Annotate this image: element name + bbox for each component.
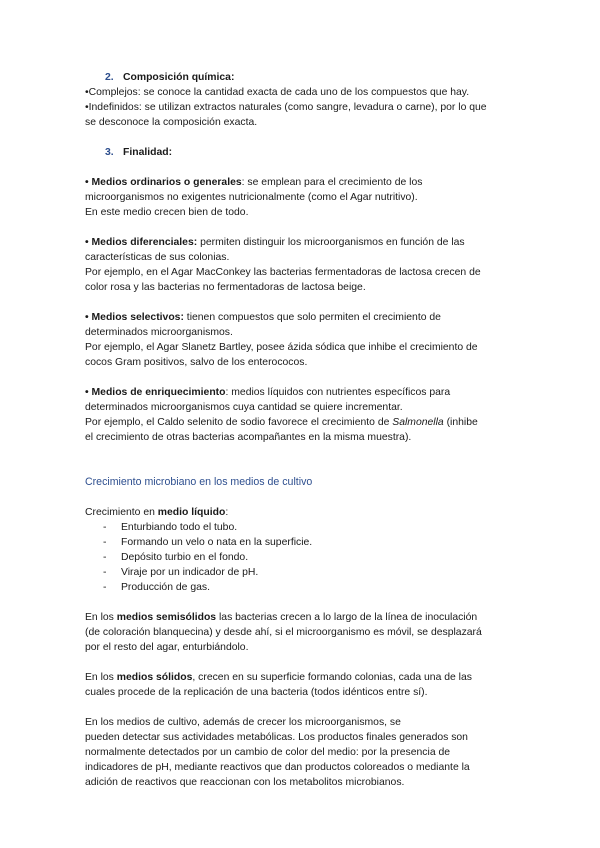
list-item: - Producción de gas. xyxy=(85,580,515,595)
paragraph-text: permiten distinguir los microorganismos en función de las xyxy=(197,237,465,248)
heading-text: Composición química: xyxy=(123,72,235,83)
heading-number: 2. xyxy=(105,72,114,83)
paragraph-line: Por ejemplo, el Agar Slanetz Bartley, posee ázida sódica que inhibe el crecimiento de xyxy=(85,342,478,353)
bold-term: • Medios selectivos: xyxy=(85,312,184,323)
paragraph-line: cuales procede de la replicación de una bacteria (todos idénticos entre sí). xyxy=(85,687,428,698)
paragraph-text: : se emplean para el crecimiento de los xyxy=(241,177,423,188)
list-item: - Enturbiando todo el tubo. xyxy=(85,520,515,535)
medios-semisolidos-paragraph xyxy=(85,610,515,625)
medios-selectivos-paragraph xyxy=(85,310,515,325)
bold-term: • Medios de enriquecimiento xyxy=(85,387,226,398)
paragraph-line: cocos Gram positivos, salvo de los enterococos. xyxy=(85,357,308,368)
paragraph-line: microorganismos no exigentes nutricionalmente (como el Agar nutritivo). xyxy=(85,192,418,203)
heading-finalidad xyxy=(85,145,515,160)
paragraph-text: Por ejemplo, el Caldo selenito de sodio favorece el crecimiento de xyxy=(85,417,393,428)
paragraph-text: En los xyxy=(85,612,117,623)
paragraph-text: : xyxy=(225,507,229,518)
paragraph-text: las bacterias crecen a lo largo de la línea de inoculación xyxy=(216,612,478,623)
paragraph-line: se desconoce la composición exacta. xyxy=(85,117,258,128)
paragraph-text: tienen compuestos que solo permiten el crecimiento de xyxy=(183,312,441,323)
paragraph-line: En este medio crecen bien de todo. xyxy=(85,207,249,218)
paragraph-line: •Complejos: se conoce la cantidad exacta de cada uno de los compuestos que hay. xyxy=(85,87,470,98)
bold-term: medios sólidos xyxy=(116,672,193,683)
bold-term: • Medios ordinarios o generales xyxy=(85,177,242,188)
paragraph-line: •Indefinidos: se utilizan extractos naturales (como sangre, levadura o carne), por lo que xyxy=(85,102,487,113)
paragraph-text: En los xyxy=(85,672,117,683)
heading-text: Finalidad: xyxy=(123,147,173,158)
bold-term: medio líquido xyxy=(157,507,226,518)
paragraph-line: (de coloración blanquecina) y desde ahí, si el microorganismo es móvil, se desplazará xyxy=(85,627,482,638)
heading-number: 3. xyxy=(105,147,114,158)
bold-term: medios semisólidos xyxy=(116,612,217,623)
paragraph-line: adición de reactivos que reaccionan con los metabolitos microbianos. xyxy=(85,777,405,788)
paragraph-line: En los medios de cultivo, además de crecer los microorganismos, se xyxy=(85,717,401,728)
paragraph-line: Por ejemplo, en el Agar MacConkey las bacterias fermentadoras de lactosa crecen de xyxy=(85,267,481,278)
heading-composicion xyxy=(85,70,515,85)
section-title: Crecimiento microbiano en los medios de cultivo xyxy=(85,476,313,488)
paragraph-line: normalmente detectados por un cambio de color del medio: por la presencia de xyxy=(85,747,451,758)
medios-ordinarios-paragraph xyxy=(85,175,515,190)
paragraph-line: características de sus colonias. xyxy=(85,252,230,263)
list-item: - Depósito turbio en el fondo. xyxy=(85,550,515,565)
italic-term: Salmonella xyxy=(392,417,444,428)
paragraph-line: por el resto del agar, enturbiándolo. xyxy=(85,642,249,653)
paragraph-line: determinados microorganismos. xyxy=(85,327,233,338)
list-item: - Viraje por un indicador de pH. xyxy=(85,565,515,580)
bold-term: • Medios diferenciales: xyxy=(85,237,198,248)
paragraph-line: determinados microorganismos cuya cantidad se quiere incrementar. xyxy=(85,402,403,413)
paragraph-line: color rosa y las bacterias no fermentadoras de lactosa beige. xyxy=(85,282,366,293)
paragraph-line: pueden detectar sus actividades metabólicas. Los productos finales generados son xyxy=(85,732,468,743)
list-item: - Formando un velo o nata en la superficie. xyxy=(85,535,515,550)
medios-enriquecimiento-paragraph xyxy=(85,385,515,400)
paragraph-text: (inhibe xyxy=(443,417,478,428)
paragraph-line xyxy=(85,415,515,430)
medios-solidos-paragraph xyxy=(85,670,515,685)
medios-diferenciales-paragraph xyxy=(85,235,515,250)
paragraph-line: el crecimiento de otras bacterias acompañantes en la misma muestra). xyxy=(85,432,412,443)
paragraph-text: : medios líquidos con nutrientes específicos para xyxy=(225,387,451,398)
paragraph-line: indicadores de pH, mediante reactivos que dan productos coloreados o mediante la xyxy=(85,762,470,773)
medio-liquido-intro xyxy=(85,505,515,520)
document-page xyxy=(85,70,515,790)
medio-liquido-list xyxy=(85,520,515,595)
paragraph-text: Crecimiento en xyxy=(85,507,158,518)
paragraph-text: , crecen en su superficie formando colonias, cada una de las xyxy=(192,672,472,683)
